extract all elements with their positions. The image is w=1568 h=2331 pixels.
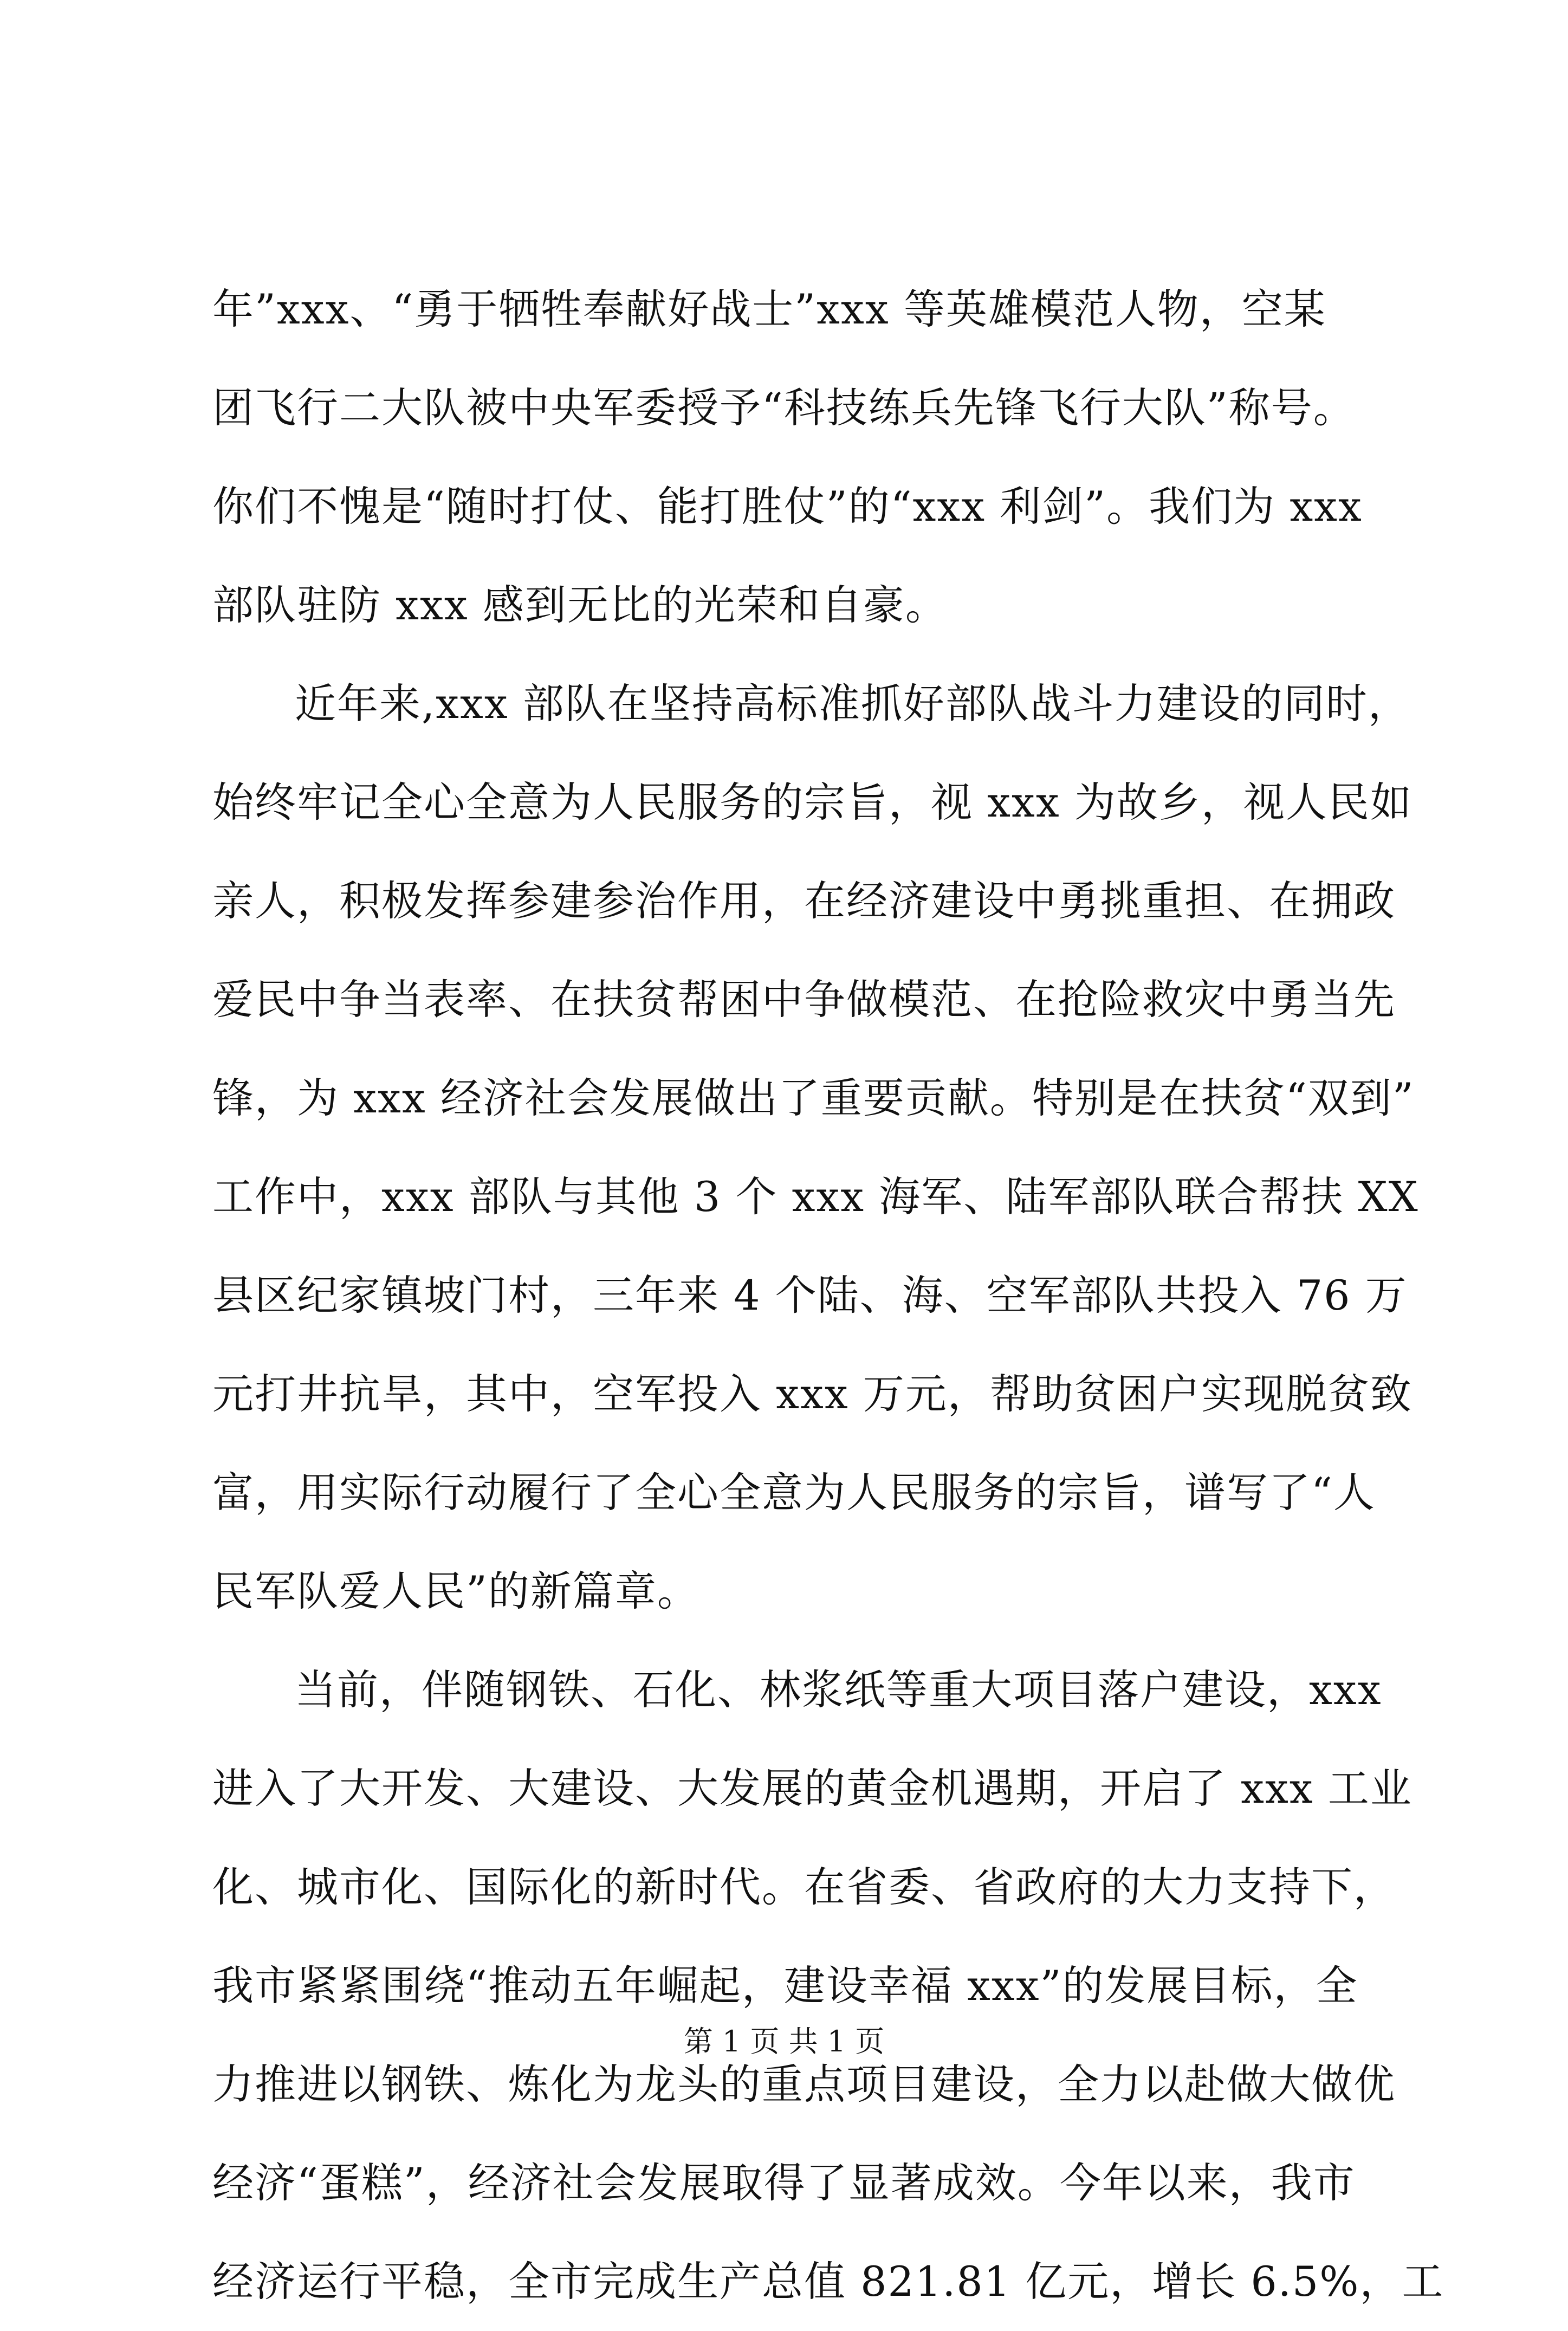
page-footer (0, 2020, 1568, 2063)
text-line: 部队驻防 xxx 感到无比的光荣和自豪。 (212, 581, 948, 629)
text-line: 县区纪家镇坡门村，三年来 4 个陆、海、空军部队共投入 76 万 (212, 1271, 1408, 1319)
text-line: 进入了大开发、大建设、大发展的黄金机遇期，开启了 xxx 工业 (212, 1764, 1413, 1812)
text-line: 经济“蛋糕”，经济社会发展取得了显著成效。今年以来，我市 (212, 2159, 1356, 2207)
text-line: 元打井抗旱，其中，空军投入 xxx 万元，帮助贫困户实现脱贫致 (212, 1370, 1413, 1418)
text-line: 经济运行平稳，全市完成生产总值 821.81 亿元，增长 6.5%，工 (212, 2257, 1444, 2306)
paragraph-first-line: 当前，伴随钢铁、石化、林浆纸等重大项目落户建设，xxx (295, 1666, 1382, 1714)
text-line: 爱民中争当表率、在扶贫帮困中争做模范、在抢险救灾中勇当先 (212, 975, 1396, 1024)
text-line: 民军队爱人民”的新篇章。 (212, 1567, 699, 1615)
text-line: 你们不愧是“随时打仗、能打胜仗”的“xxx 利剑”。我们为 xxx (212, 482, 1363, 530)
text-line: 锋，为 xxx 经济社会发展做出了重要贡献。特别是在扶贫“双到” (212, 1074, 1415, 1122)
text-line: 亲人，积极发挥参建参治作用，在经济建设中勇挑重担、在拥政 (212, 877, 1396, 925)
page-number-label: 第 1 页 共 1 页 (683, 2024, 885, 2058)
text-line: 年”xxx、“勇于牺牲奉献好战士”xxx 等英雄模范人物，空某 (212, 285, 1326, 333)
paragraph-first-line: 近年来,xxx 部队在坚持高标准抓好部队战斗力建设的同时， (295, 679, 1410, 728)
text-line: 力推进以钢铁、炼化为龙头的重点项目建设，全力以赴做大做优 (212, 2060, 1396, 2108)
text-line: 始终牢记全心全意为人民服务的宗旨，视 xxx 为故乡，视人民如 (212, 778, 1413, 826)
text-line: 富，用实际行动履行了全心全意为人民服务的宗旨，谱写了“人 (212, 1468, 1376, 1517)
text-line: 我市紧紧围绕“推动五年崛起，建设幸福 xxx”的发展目标，全 (212, 1961, 1358, 2010)
text-line: 化、城市化、国际化的新时代。在省委、省政府的大力支持下， (212, 1863, 1396, 1911)
text-line: 工作中，xxx 部队与其他 3 个 xxx 海军、陆军部队联合帮扶 XX (212, 1173, 1419, 1221)
text-line: 团飞行二大队被中央军委授予“科技练兵先锋飞行大队”称号。 (212, 384, 1356, 432)
